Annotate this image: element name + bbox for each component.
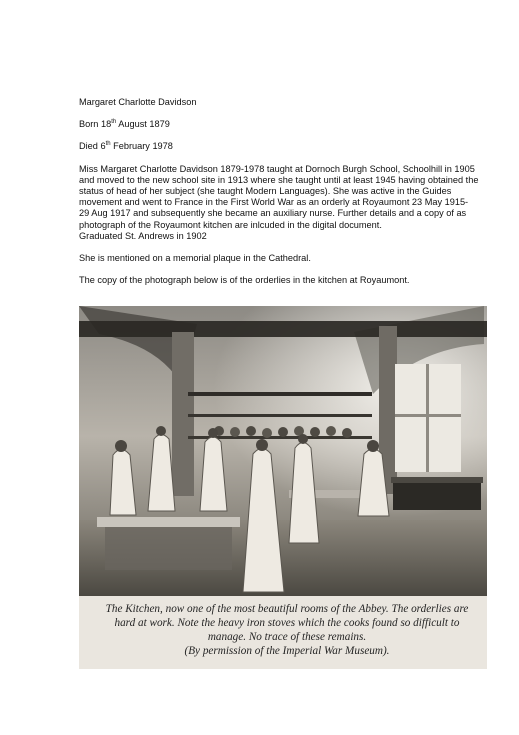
photo-caption-block: [79, 598, 487, 658]
died-line: [79, 141, 479, 152]
photo-caption: The Kitchen, now one of the most beautiful rooms of the Abbey. The orderlies are hard at work. Note the heavy iron stoves which the cooks found so difficult to manage. No trace of these remains.: [105, 603, 469, 643]
born-ordinal: th: [111, 119, 117, 126]
work-table-left-legs: [105, 527, 232, 570]
born-line: [79, 119, 479, 130]
graduated-line: Graduated St. Andrews in 1902: [79, 230, 207, 241]
photo-intro-line: The copy of the photograph below is of the orderlies in the kitchen at Royaumont.: [79, 275, 410, 286]
died-ordinal: th: [105, 141, 111, 148]
biography-text: Miss Margaret Charlotte Davidson 1879-1978 taught at Dornoch Burgh School, Schoolhill in 1905 and moved to the new school site in 1913 where she taught until at least 1945 having obtained the status of head of her subject (she taught Modern Languages). She was active in the Guides movement and went to France in the First World War as an orderly at Royaumont 23 May 1915- 29 Aug 1917 and subsequently she became an auxiliary nurse. Further details and a copy of as photograph of the Royaumont kitchen are inlcuded in the digital document.: [79, 163, 479, 230]
memorial-line: She is mentioned on a memorial plaque in the Cathedral.: [79, 253, 311, 264]
document-body: [79, 97, 479, 297]
work-table-left: [97, 517, 240, 527]
died-suffix: February 1978: [110, 141, 173, 152]
name-line: Margaret Charlotte Davidson: [79, 97, 197, 107]
died-prefix: Died 6: [79, 141, 106, 152]
window-mullion: [426, 364, 429, 472]
window-transom: [395, 414, 461, 417]
biography-paragraph: [79, 164, 479, 242]
born-prefix: Born 18: [79, 119, 112, 130]
wall-shelf-top: [188, 392, 372, 396]
iron-stove-top: [391, 477, 483, 483]
iron-stove: [393, 482, 481, 510]
kitchen-photo: [79, 306, 487, 596]
photo-credit: (By permission of the Imperial War Museum).: [184, 645, 390, 657]
born-suffix: August 1879: [116, 119, 170, 130]
ceiling-beam: [79, 321, 487, 337]
photo-panel: [79, 306, 487, 669]
wall-shelf-middle: [188, 414, 372, 417]
